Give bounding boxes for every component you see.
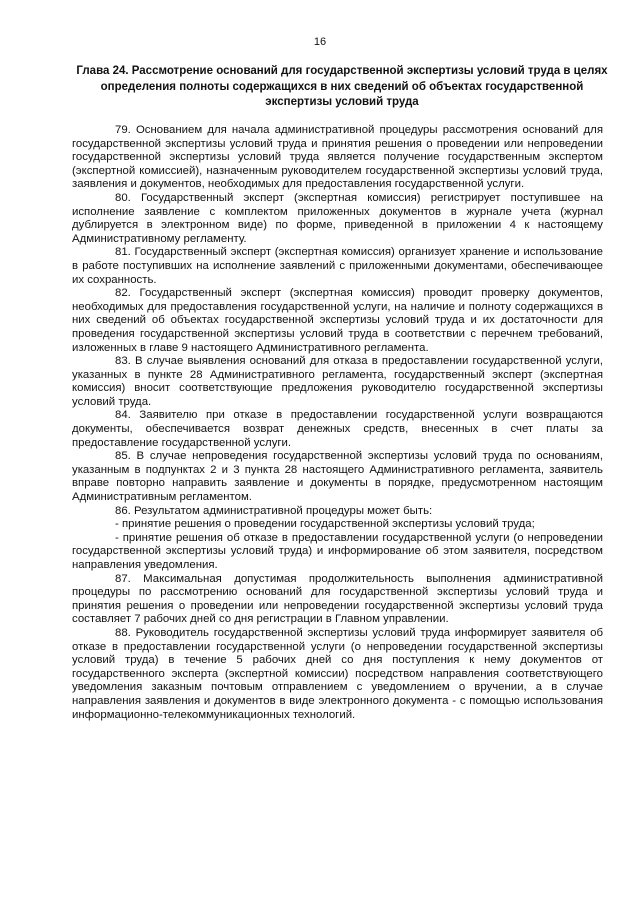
paragraph-81: 81. Государственный эксперт (экспертная комиссия) организует хранение и использование в работе поступивших на исполнение заявлений с приложенными документами, обеспечивающее их сохранность.: [72, 246, 603, 286]
paragraph-82: 82. Государственный эксперт (экспертная комиссия) проводит проверку документов, необходимых для предоставления государственной услуги, на наличие и полноту содержащихся в них сведений об объектах государственной экспертизы условий труда и их достаточности для проведения государственной экспертизы условий труда в соответствии с перечнем требований, изложенных в главе 9 настоящего Административного регламента.: [72, 287, 603, 354]
paragraph-87: 87. Максимальная допустимая продолжительность выполнения административной процедуры по рассмотрению оснований для государственной экспертизы условий труда и принятия решения о проведении или непроведении государственной экспертизы условий труда составляет 7 рабочих дней со дня регистрации в Главном управлении.: [72, 572, 603, 626]
paragraph-86: 86. Результатом административной процедуры может быть:: [115, 504, 433, 517]
list-item-decision-refusal: - принятие решения об отказе в предоставлении государственной услуги (о непроведении государственной экспертизы условий труда) и информирование об этом заявителя, посредством направления уведомления.: [72, 531, 603, 571]
paragraph-79: 79. Основанием для начала административной процедуры рассмотрения оснований для государственной экспертизы условий труда и принятия решения о проведении или непроведении государственной экспертизы условий труда является получение государственным экспертом (экспертной комиссией), назначенным руководителем государственной экспертизы условий труда, заявления и документов, необходимых для предоставления государственной услуги.: [72, 124, 603, 191]
paragraph-84: 84. Заявителю при отказе в предоставлении государственной услуги возвращаются документы, обеспечивается возврат денежных средств, внесенных в счет платы за предоставление государственной услуги.: [72, 409, 603, 449]
chapter-title: Глава 24. Рассмотрение оснований для государственной экспертизы условий труда в целях определения полноты содержащихся в них сведений об объектах государственной экспертизы условий труда: [76, 65, 608, 108]
paragraph-85: 85. В случае непроведения государственной экспертизы условий труда по основаниям, указанным в подпунктах 2 и 3 пункта 28 настоящего Административного регламента, заявитель вправе повторно направить заявление и документы в порядке, предусмотренном настоящим Административным регламентом.: [72, 450, 603, 504]
page-number: 16: [313, 36, 327, 48]
document-body: [72, 124, 603, 722]
paragraph-83: 83. В случае выявления оснований для отказа в предоставлении государственной услуги, указанных в пункте 28 Административного регламента, государственный эксперт (экспертная комиссия) вносит соответствующие предложения руководителю государственной экспертизы условий труда.: [72, 355, 603, 408]
paragraph-88: 88. Руководитель государственной экспертизы условий труда информирует заявителя об отказе в предоставлении государственной услуги (о непроведении государственной экспертизы условий труда) в течение 5 рабочих дней со дня поступления к нему документов от государственного эксперта (экспертной комиссии) посредством направления соответствующего уведомления заказным почтовым отправлением с уведомлением о вручении, а в случае направления заявления и документов в виде электронного документа - с помощью использования информационно-телекоммуникационных технологий.: [72, 626, 603, 721]
paragraph-80: 80. Государственный эксперт (экспертная комиссия) регистрирует поступившее на исполнение заявление с комплектом приложенных документов в журнале учета (журнал дублируется в электронном виде) по форме, приведенной в приложении 4 к настоящему Административному регламенту.: [72, 191, 603, 245]
list-item-decision-conduct: - принятие решения о проведении государственной экспертизы условий труда;: [115, 518, 535, 531]
